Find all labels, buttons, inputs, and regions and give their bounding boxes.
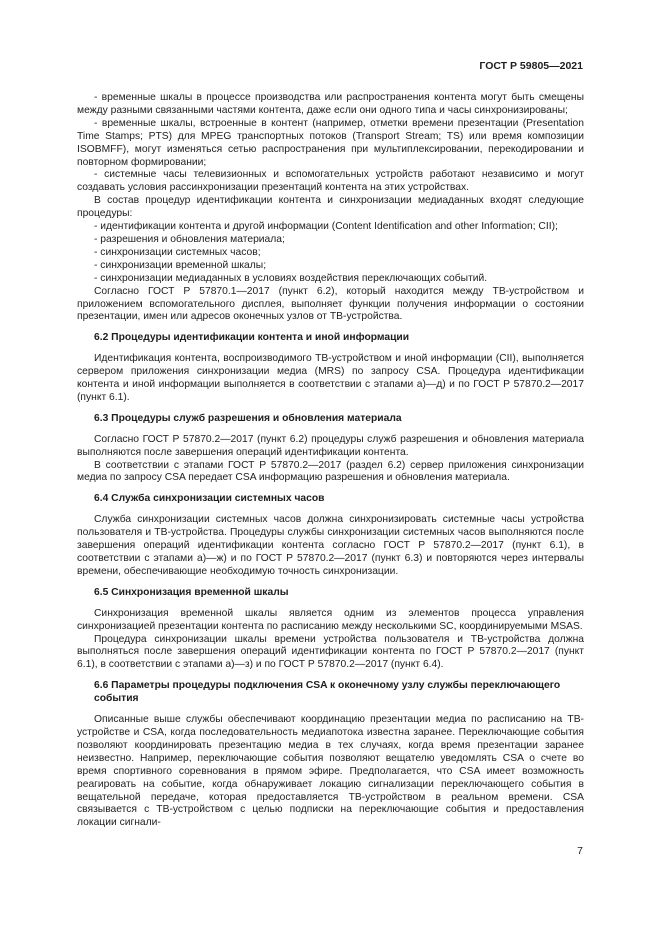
document-id-header: ГОСТ Р 59805—2021	[479, 60, 583, 72]
intro-paragraph: - временные шкалы в процессе производства или распространения контента могут быть смещены между разными связанными частями контента, даже если они одного типа и часы синхронизированы;	[77, 92, 584, 116]
section-heading-6-4: 6.4 Служба синхронизации системных часов	[94, 493, 325, 505]
section-paragraph: Синхронизация временной шкалы является одним из элементов процесса управления синхронизацией презентации контента по расписанию между несколькими SC, координируемыми MSAS.	[77, 607, 584, 632]
list-item: - идентификации контента и другой информации (Content Identification and other Information; CII);	[94, 221, 558, 233]
intro-paragraph: В состав процедур идентификации контента и синхронизации медиаданных входят следующие процедуры:	[77, 195, 584, 220]
list-item: - синхронизации медиаданных в условиях воздействия переключающих событий.	[94, 272, 488, 284]
section-heading-6-3: 6.3 Процедуры служб разрешения и обновления материала	[94, 412, 402, 424]
section-heading-6-2: 6.2 Процедуры идентификации контента и иной информации	[94, 332, 410, 344]
section-paragraph: Описанные выше службы обеспечивают координацию презентации медиа по расписанию на ТВ-устройстве и CSA, когда последовательность медиапотока известна заранее. Переключающие события позволяют координировать презентацию медиа в тех случаях, когда время презентации заранее неизвестно. Например, переключающие события позволяют вещателю уведомлять CSA о счете во время спортивного соревнования в прямом эфире. Предполагается, что CSA имеет возможность реагировать на событие, когда обнаруживает локацию сигнализации переключающего события в вещательной передаче, которая предоставляется ТВ-устройством в реальном времени. CSA связывается с ТВ-устройством с целью подписки на переключающие события и предоставления локации сигнали-	[77, 714, 584, 829]
page-number: 7	[577, 845, 583, 857]
list-item: - синхронизации временной шкалы;	[94, 259, 267, 271]
list-item: - синхронизации системных часов;	[94, 246, 261, 258]
section-paragraph: Идентификация контента, воспроизводимого ТВ-устройством и иной информации (CII), выполняется сервером приложения синхронизации медиа (MRS) по запросу CSA. Процедура идентификации контента и иной информации выполняется в соответствии с этапами а)—д) и по ГОСТ Р 57870.2—2017 (пункт 6.1).	[77, 353, 584, 403]
section-paragraph: Согласно ГОСТ Р 57870.2—2017 (пункт 6.2) процедуры служб разрешения и обновления материала выполняются после завершения операций идентификации контента.	[77, 433, 584, 458]
intro-paragraph: - системные часы телевизионных и вспомогательных устройств работают независимо и могут создавать условия рассинхронизации презентаций контента на этих устройствах.	[77, 169, 584, 194]
section-paragraph: Процедура синхронизации шкалы времени устройства пользователя и ТВ-устройства должна выполняться после завершения операций идентификации контента по ГОСТ Р 57870.2—2017 (пункт 6.1), в соответствии с этапами а)—з) и по ГОСТ Р 57870.2—2017 (пункт 6.4).	[77, 633, 584, 671]
document-body	[77, 92, 584, 830]
intro-paragraph: - временные шкалы, встроенные в контент (например, отметки времени презентации (Presentation Time Stamps; PTS) для MPEG транспортных потоков (Transport Stream; TS) или время композиции ISOBMFF), могут изменяться сетью распространения при мультиплексировании, перекодировании и повторном формировании;	[77, 117, 584, 168]
section-paragraph: В соответствии с этапами ГОСТ Р 57870.2—2017 (раздел 6.2) сервер приложения синхронизации медиа по запросу CSA передает CSA информацию разрешения и обновления материала.	[77, 459, 584, 484]
section-paragraph: Служба синхронизации системных часов должна синхронизировать системные часы устройства пользователя и ТВ-устройства. Процедуры службы синхронизации системных часов выполняются после завершения операций идентификации контента согласно ГОСТ Р 57870.2—2017 (пункт 6.1), в соответствии с этапами а)—ж) и по ГОСТ Р 57870.2—2017 (пункт 6.3) и повторяются через интервалы времени, обеспечивающие необходимую точность синхронизации.	[77, 514, 584, 577]
intro-paragraph: Согласно ГОСТ Р 57870.1—2017 (пункт 6.2), который находится между ТВ-устройством и приложением вспомогательного дисплея, выполняет функции получения информации о состоянии презентации, имен или адресов оконечных узлов от ТВ-устройства.	[77, 285, 584, 323]
list-item: - разрешения и обновления материала;	[94, 233, 285, 245]
section-heading-6-5: 6.5 Синхронизация временной шкалы	[94, 586, 289, 598]
section-heading-6-6: 6.6 Параметры процедуры подключения CSA к оконечному узлу службы переключающего события	[94, 680, 561, 705]
